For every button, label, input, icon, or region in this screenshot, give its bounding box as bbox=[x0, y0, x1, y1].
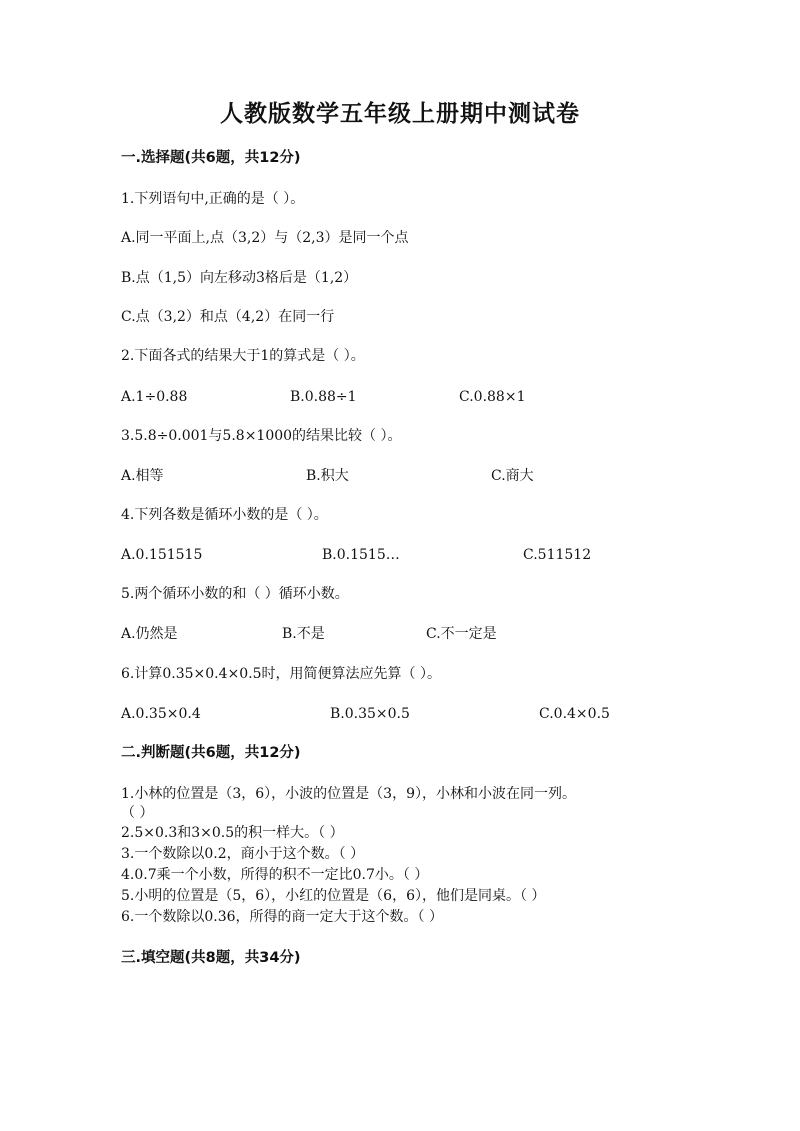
option-a: A.0.35×0.4 bbox=[121, 706, 201, 722]
judge-line: 5.小明的位置是（5，6），小红的位置是（6，6），他们是同桌。（ ） bbox=[121, 888, 546, 904]
option-b: B.点（1,5）向左移动3格后是（1,2） bbox=[121, 270, 358, 286]
option-b: B.不是 bbox=[282, 626, 325, 642]
judge-line: 4.0.7乘一个小数，所得的积不一定比0.7小。（ ） bbox=[121, 867, 429, 883]
option-c: C.商大 bbox=[491, 468, 534, 484]
option-a: A.0.151515 bbox=[121, 547, 203, 563]
judge-line: 1.小林的位置是（3，6），小波的位置是（3，9），小林和小波在同一列。 bbox=[121, 786, 576, 802]
option-c: C.不一定是 bbox=[426, 626, 497, 642]
question-stem: 1.下列语句中,正确的是（ ）。 bbox=[121, 191, 305, 207]
judge-line: 3.一个数除以0.2，商小于这个数。（ ） bbox=[121, 846, 365, 862]
judge-line: （ ） bbox=[121, 805, 154, 821]
section-heading-fill: 三.填空题(共8题，共34分) bbox=[121, 950, 301, 966]
question-stem: 3.5.8÷0.001与5.8×1000的结果比较（ ）。 bbox=[121, 428, 402, 444]
judge-line: 6.一个数除以0.36，所得的商一定大于这个数。（ ） bbox=[121, 909, 443, 925]
option-c: C.0.4×0.5 bbox=[539, 706, 610, 722]
question-stem: 6.计算0.35×0.4×0.5时，用简便算法应先算（ ）。 bbox=[121, 666, 441, 682]
option-c: C.511512 bbox=[523, 547, 592, 563]
option-a: A.仍然是 bbox=[121, 626, 178, 642]
option-c: C.点（3,2）和点（4,2）在同一行 bbox=[121, 309, 335, 325]
section-heading-judge: 二.判断题(共6题，共12分) bbox=[121, 745, 301, 761]
question-stem: 5.两个循环小数的和（ ）循环小数。 bbox=[121, 586, 349, 602]
option-b: B.0.1515… bbox=[322, 547, 400, 563]
option-b: B.积大 bbox=[306, 468, 349, 484]
page-title: 人教版数学五年级上册期中测试卷 bbox=[220, 101, 580, 127]
option-c: C.0.88×1 bbox=[459, 389, 526, 405]
judge-line: 2.5×0.3和3×0.5的积一样大。（ ） bbox=[121, 825, 344, 841]
section-heading-choice: 一.选择题(共6题，共12分) bbox=[121, 150, 301, 166]
option-a: A.同一平面上,点（3,2）与（2,3）是同一个点 bbox=[121, 230, 409, 246]
question-stem: 4.下列各数是循环小数的是（ ）。 bbox=[121, 507, 328, 523]
question-stem: 2.下面各式的结果大于1的算式是（ ）。 bbox=[121, 348, 365, 364]
option-a: A.相等 bbox=[121, 468, 164, 484]
option-b: B.0.35×0.5 bbox=[330, 706, 410, 722]
option-a: A.1÷0.88 bbox=[121, 389, 188, 405]
option-b: B.0.88÷1 bbox=[290, 389, 357, 405]
